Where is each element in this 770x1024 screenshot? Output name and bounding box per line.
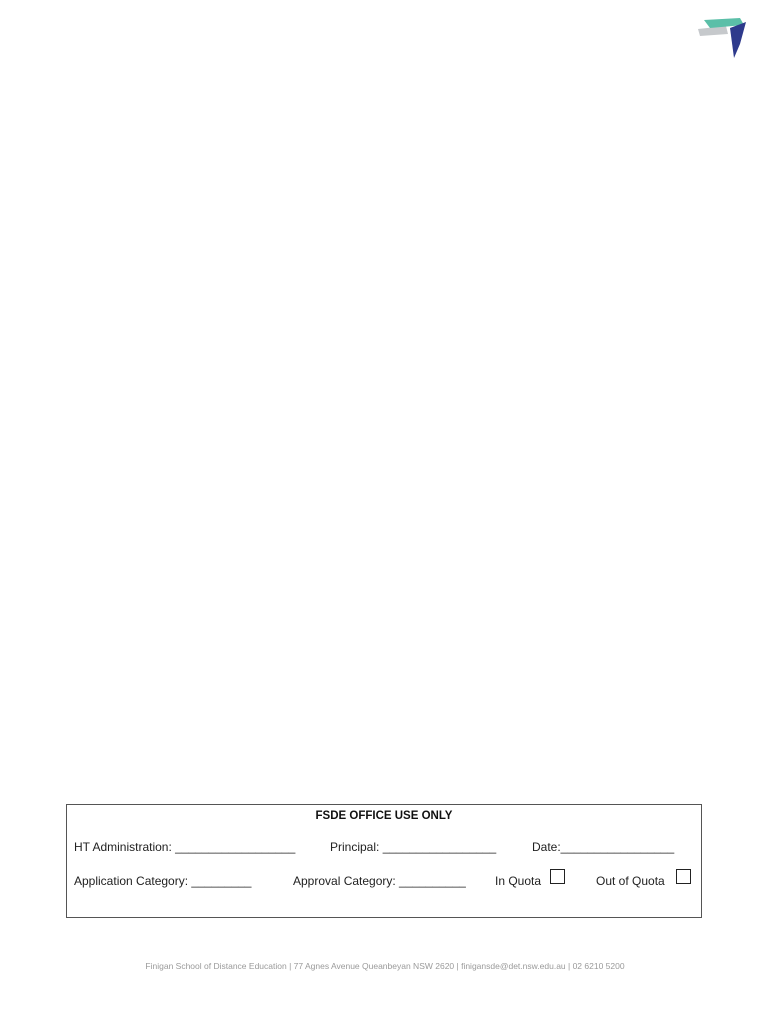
out-of-quota-label: Out of Quota <box>596 874 665 888</box>
application-category-field[interactable]: Application Category: _________ <box>74 874 252 888</box>
out-of-quota-checkbox[interactable] <box>676 869 691 884</box>
date-field[interactable]: Date:_________________ <box>532 840 675 854</box>
in-quota-checkbox[interactable] <box>550 869 565 884</box>
in-quota-label: In Quota <box>495 874 542 888</box>
principal-field[interactable]: Principal: _________________ <box>330 840 497 854</box>
school-logo-icon <box>696 16 748 62</box>
box-edge-mark <box>66 898 67 910</box>
footer-contact-line: Finigan School of Distance Education | 77 Agnes Avenue Queanbeyan NSW 2620 | finigansde@det.nsw.edu.au | 02 6210 5200 <box>145 961 625 971</box>
office-use-panel <box>66 804 702 918</box>
approval-category-field[interactable]: Approval Category: __________ <box>293 874 466 888</box>
office-use-title: FSDE OFFICE USE ONLY <box>315 810 453 822</box>
logo-navy-fold-shape <box>730 22 746 58</box>
ht-administration-field[interactable]: HT Administration: __________________ <box>74 840 296 854</box>
